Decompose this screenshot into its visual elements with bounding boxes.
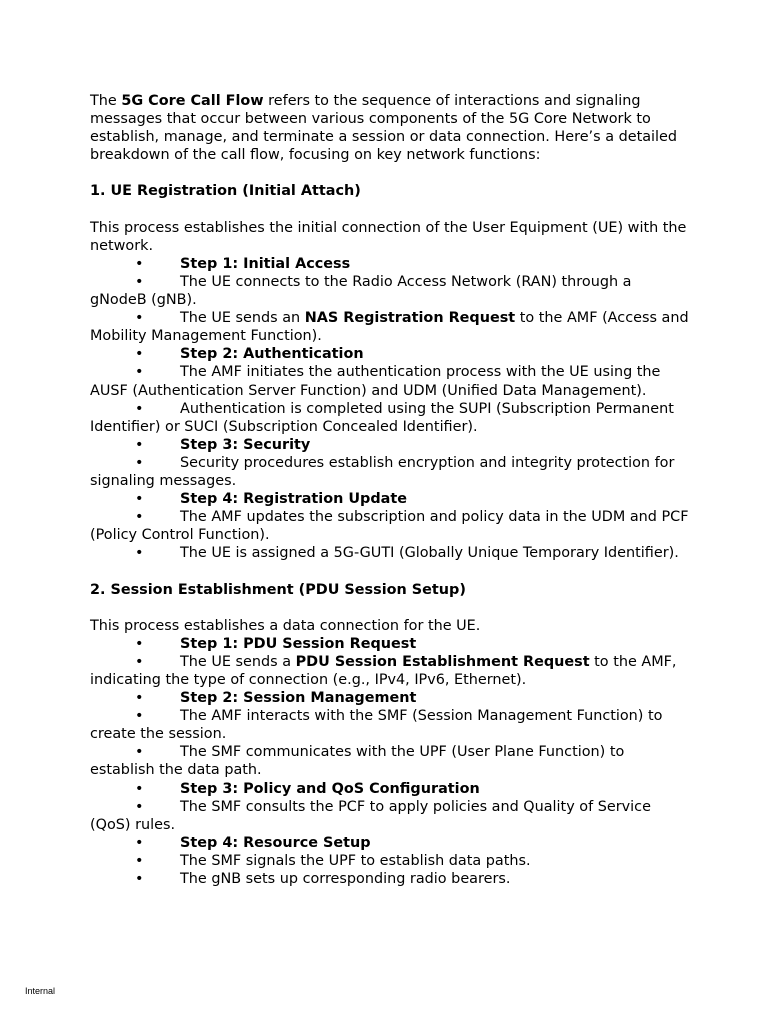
list-item: • The SMF consults the PCF to apply policies and Quality of Service (QoS) rules. [90,798,651,833]
list-item: • The UE is assigned a 5G-GUTI (Globally Unique Temporary Identifier). [135,545,679,562]
spacer [90,562,690,580]
bullet-icon: • [135,798,144,815]
bullet-icon: • [135,509,144,526]
list-item: • The SMF communicates with the UPF (User Plane Function) to establish the data path. [90,744,625,779]
list-item-step: • Step 2: Authentication [135,346,364,363]
list-item: • The UE sends a PDU Session Establishment Request to the AMF, indicating the type of connection (e.g., IPv4, IPv6, Ethernet). [90,653,677,688]
bullet-icon: • [135,635,144,652]
bullet-icon: • [135,744,144,761]
list-item: • The SMF signals the UPF to establish data paths. [135,852,531,869]
list-item: • Authentication is completed using the SUPI (Subscription Permanent Identifier) or SUCI (Subscription Concealed Identifier). [90,400,674,435]
bullet-icon: • [135,834,144,851]
bullet-icon: • [135,310,144,327]
list-item-step: • Step 3: Security [135,436,311,453]
section-description: This process establishes the initial connection of the User Equipment (UE) with the network. [90,219,687,254]
section-heading-ue-registration: 1. UE Registration (Initial Attach) [90,183,361,200]
bullet-icon: • [135,400,144,417]
list-item: • Security procedures establish encryption and integrity protection for signaling messages. [90,454,675,489]
list-item-step: • Step 1: PDU Session Request [135,635,417,652]
spacer [90,164,690,182]
bullet-icon: • [135,780,144,797]
bullet-icon: • [135,653,144,670]
list-item-step: • Step 1: Initial Access [135,255,351,272]
list-item: • The gNB sets up corresponding radio bearers. [135,871,511,888]
bullet-icon: • [135,852,144,869]
bullet-icon: • [135,690,144,707]
document-body [90,92,690,888]
bullet-icon: • [135,255,144,272]
bullet-icon: • [135,273,144,290]
spacer [90,599,690,617]
list-item: • The AMF interacts with the SMF (Session Management Function) to create the session. [90,708,663,743]
section-description: This process establishes a data connection for the UE. [90,617,481,634]
bullet-icon: • [135,545,144,562]
bullet-icon: • [135,364,144,381]
list-item: • The UE connects to the Radio Access Network (RAN) through a gNodeB (gNB). [90,273,632,309]
section-heading-session-establishment: 2. Session Establishment (PDU Session Setup) [90,581,466,598]
list-item-step: • Step 4: Resource Setup [135,834,371,851]
intro-paragraph: The 5G Core Call Flow refers to the sequence of interactions and signaling messages that occur between various components of the 5G Core Network to establish, manage, and terminate a session or data connection. Here’s a detailed breakdown of the call flow, focusing on key network functions: [90,93,678,164]
list-item-step: • Step 3: Policy and QoS Configuration [135,780,480,797]
list-item: • The AMF initiates the authentication process with the UE using the AUSF (Authentication Server Function) and UDM (Unified Data Management). [90,364,661,399]
bullet-icon: • [135,454,144,471]
bullet-icon: • [135,346,144,363]
intro-bold-term: 5G Core Call Flow [121,93,264,109]
classification-footer: Internal [25,986,56,996]
bullet-icon: • [135,436,144,453]
list-item: • The UE sends an NAS Registration Request to the AMF (Access and Mobility Management Function). [90,310,689,345]
list-item: • The AMF updates the subscription and policy data in the UDM and PCF (Policy Control Function). [90,509,689,544]
list-item-step: • Step 4: Registration Update [135,491,408,508]
bullet-icon: • [135,871,144,888]
spacer [90,201,690,219]
list-item-step: • Step 2: Session Management [135,690,417,707]
bullet-icon: • [135,491,144,508]
bullet-icon: • [135,708,144,725]
